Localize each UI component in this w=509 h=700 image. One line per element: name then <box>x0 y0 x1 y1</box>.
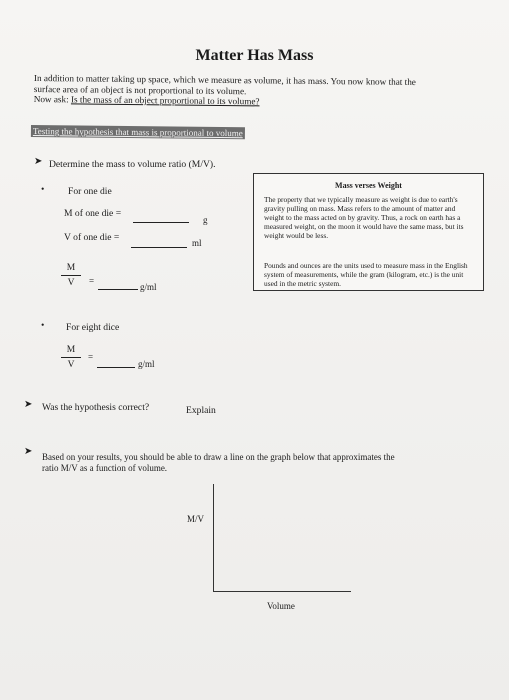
fraction-denominator: V <box>67 360 75 370</box>
section-heading: Determine the mass to volume ratio (M/V). <box>49 159 216 170</box>
mass-unit: g <box>203 215 208 225</box>
graph-instruction-line-2: ratio M/V as a function of volume. <box>42 463 168 473</box>
ask-question: Is the mass of an object proportional to its volume? <box>70 94 260 107</box>
ratio-fraction-one-die <box>61 263 81 288</box>
box-paragraph-2: Pounds and ounces are the units used to measure mass in the English system of measurements, while the gram (kilogram, etc.) is the unit used in the metric system. <box>264 261 468 288</box>
box-title: Mass verses Weight <box>335 181 402 190</box>
graph-x-label: Volume <box>267 601 295 611</box>
mass-vs-weight-box <box>253 173 484 291</box>
ask-prefix: Now ask: <box>33 93 72 105</box>
bullet-icon: • <box>41 184 45 195</box>
eight-dice-label: For eight dice <box>66 322 120 333</box>
volume-one-die-label: V of one die = <box>64 232 120 243</box>
one-die-label: For one die <box>68 186 112 197</box>
hypothesis-banner: Testing the hypothesis that mass is proportional to volume <box>31 125 245 139</box>
graph-y-axis <box>213 484 214 591</box>
mass-one-die-label: M of one die = <box>64 208 122 219</box>
intro-paragraph <box>34 73 464 109</box>
mass-answer-blank[interactable] <box>133 210 189 228</box>
graph-instruction-line-1: Based on your results, you should be able to draw a line on the graph below that approximates the <box>42 452 395 462</box>
ratio-one-die-unit: g/ml <box>140 282 157 292</box>
graph-y-label: M/V <box>187 514 205 524</box>
ratio-eight-dice-unit: g/ml <box>138 359 155 369</box>
volume-answer-blank[interactable] <box>131 235 187 253</box>
equals-sign: = <box>89 276 95 286</box>
fraction-denominator: V <box>67 278 75 288</box>
box-paragraph-1: The property that we typically measure as weight is due to earth's gravity pulling on mass. Mass refers to the amount of matter and weight to the mass acted on by gravity. Thus, a rock on earth has a measured weight, on the moon it would have the same mass, but its weight would be less. <box>264 195 464 240</box>
intro-line-2: surface area of an object is not proportional to its volume. <box>33 83 247 96</box>
fraction-numerator: M <box>66 263 76 273</box>
arrow-bullet-icon: ➤ <box>24 399 33 410</box>
arrow-bullet-icon: ➤ <box>34 156 43 167</box>
page-title: Matter Has Mass <box>195 47 314 64</box>
intro-line-1: In addition to matter taking up space, which we measure as volume, it has mass. You now know that the <box>33 73 416 87</box>
hypothesis-question: Was the hypothesis correct? <box>42 402 150 413</box>
explain-prompt: Explain <box>186 405 216 416</box>
bullet-icon: • <box>41 320 45 331</box>
arrow-bullet-icon: ➤ <box>24 446 33 457</box>
equals-sign: = <box>88 352 94 362</box>
graph-x-axis <box>213 591 351 592</box>
ratio-eight-dice-blank[interactable] <box>97 355 135 373</box>
ratio-one-die-blank[interactable] <box>98 277 138 295</box>
volume-unit: ml <box>192 238 202 248</box>
ratio-fraction-eight-dice <box>61 345 81 370</box>
fraction-numerator: M <box>66 345 76 355</box>
